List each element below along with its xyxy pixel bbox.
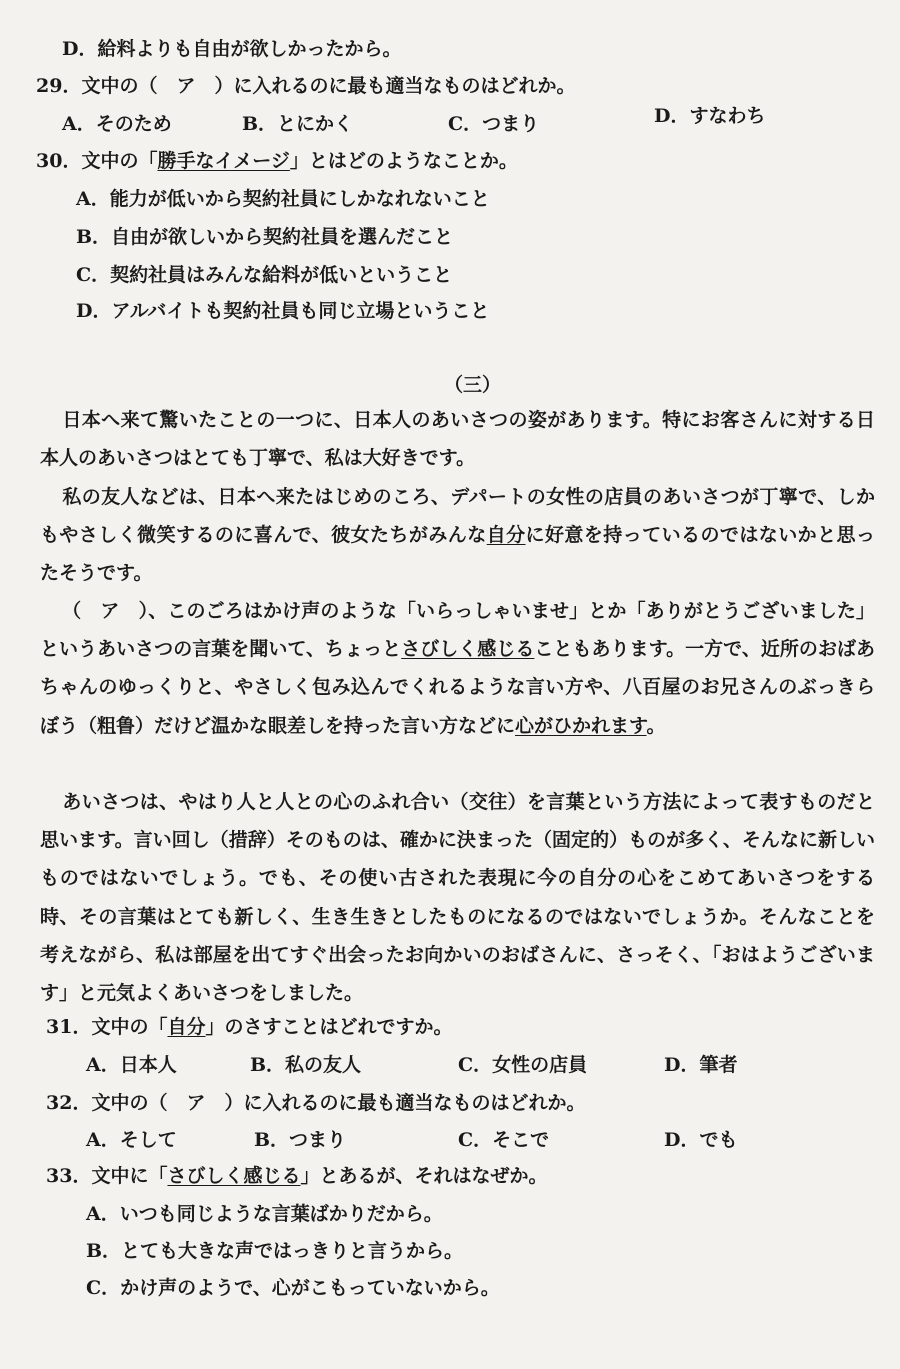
- q33-question: [46, 1163, 547, 1189]
- passage-p3-text-c: 。: [646, 714, 666, 737]
- q29-option-d: D．すなわち: [654, 105, 766, 127]
- passage-p3-underlined-1: さびしく感じる: [401, 638, 535, 661]
- q30-question-underlined: 勝手なイメージ: [157, 150, 290, 172]
- q32-question: 32．文中の（ ア ）に入れるのに最も適当なものはどれか。: [46, 1092, 586, 1114]
- q31-option-a: A．日本人: [86, 1054, 177, 1076]
- q29-question: 29．文中の（ ア ）に入れるのに最も適当なものはどれか。: [36, 75, 576, 97]
- q32-option-b: B．つまり: [254, 1129, 347, 1151]
- q31-option-b: B．私の友人: [250, 1054, 362, 1076]
- q29-option-a: A．そのため: [62, 113, 172, 135]
- q31-question-underlined: 自分: [167, 1016, 206, 1038]
- passage-p3-text-a: （ ア ）、このごろはかけ声のような「いらっしゃいませ」とか「ありがとうございました」というあいさつの言葉を聞いて、ちょっと: [40, 600, 875, 661]
- passage-p3-text-b: こともあります。一方で、近所のおばあちゃんのゆっくりと、やさしく包み込んでくれるような言い方や、八百屋のお兄さんのぶっきらぼう（粗鲁）だけど温かな眼差しを持った言い方などに: [40, 638, 876, 737]
- q30-option-c: C．契約社員はみんな給料が低いということ: [76, 264, 453, 286]
- q33-option-a: A．いつも同じような言葉ばかりだから。: [86, 1203, 443, 1225]
- q29-option-c: C．つまり: [448, 113, 540, 135]
- q33-option-c: C．かけ声のようで、心がこもっていないから。: [86, 1277, 500, 1299]
- q29-option-b: B．とにかく: [242, 113, 354, 135]
- passage-p2-text-b: に好意を持っているのではないかと思ったそうです。: [40, 524, 875, 585]
- q32-option-c: C．そこで: [458, 1129, 550, 1151]
- passage-paragraph-1: [40, 401, 875, 477]
- q33-question-underlined: さびしく感じる: [167, 1165, 301, 1187]
- passage-p4-text: あいさつは、やはり人と人との心のふれ合い（交往）を言葉という方法によって表すものだと思います。言い回し（措辞）そのものは、確かに決まった（固定的）ものが多く、そんなに新しいものではないでしょう。でも、その使い古された表現に今の自分の心をこめてあいさつをする時、その言葉はとても新しく、生き生きとしたものになるのではないでしょうか。そんなことを考えながら、私は部屋を出てすぐ出会ったお向かいのおばさんに、さっそく、「おはようございます」と元気よくあいさつをしました。: [40, 791, 875, 1005]
- q30-option-a: A．能力が低いから契約社員にしかなれないこと: [76, 188, 490, 210]
- q31-option-d: D．筆者: [664, 1054, 738, 1076]
- passage-p2-underlined: 自分: [486, 524, 526, 547]
- passage-paragraph-3: [40, 592, 875, 745]
- q30-option-d: D．アルバイトも契約社員も同じ立場ということ: [76, 300, 490, 322]
- q30-option-b: B．自由が欲しいから契約社員を選んだこと: [76, 226, 454, 248]
- passage-paragraph-4: [40, 783, 875, 1012]
- q31-question-suffix: 」のさすことはどれですか。: [205, 1016, 453, 1038]
- q28-option-d: D．給料よりも自由が欲しかったから。: [62, 38, 402, 60]
- q33-question-suffix: 」とあるが、それはなぜか。: [300, 1165, 548, 1187]
- q32-option-a: A．そして: [86, 1129, 177, 1151]
- q33-question-prefix: 33．文中に「: [46, 1165, 168, 1187]
- section-title: （三）: [444, 374, 502, 396]
- q31-option-c: C．女性の店員: [458, 1054, 588, 1076]
- passage-p1-text: 日本へ来て驚いたことの一つに、日本人のあいさつの姿があります。特にお客さんに対する日本人のあいさつはとても丁寧で、私は大好きです。: [40, 409, 875, 470]
- passage-paragraph-2: [40, 478, 875, 593]
- q30-question-prefix: 30．文中の「: [36, 150, 158, 172]
- passage-p2-text-a: 私の友人などは、日本へ来たはじめのころ、デパートの女性の店員のあいさつが丁寧で、しかもやさしく微笑するのに喜んで、彼女たちがみんな: [40, 486, 875, 547]
- q30-question: [36, 148, 518, 174]
- q31-question: [46, 1014, 452, 1040]
- q30-question-suffix: 」とはどのようなことか。: [289, 150, 518, 172]
- q31-question-prefix: 31．文中の「: [46, 1016, 168, 1038]
- q32-option-d: D．でも: [664, 1129, 738, 1151]
- passage-p3-underlined-2: 心がひかれます: [515, 714, 647, 737]
- q33-option-b: B．とても大きな声ではっきりと言うから。: [86, 1240, 464, 1262]
